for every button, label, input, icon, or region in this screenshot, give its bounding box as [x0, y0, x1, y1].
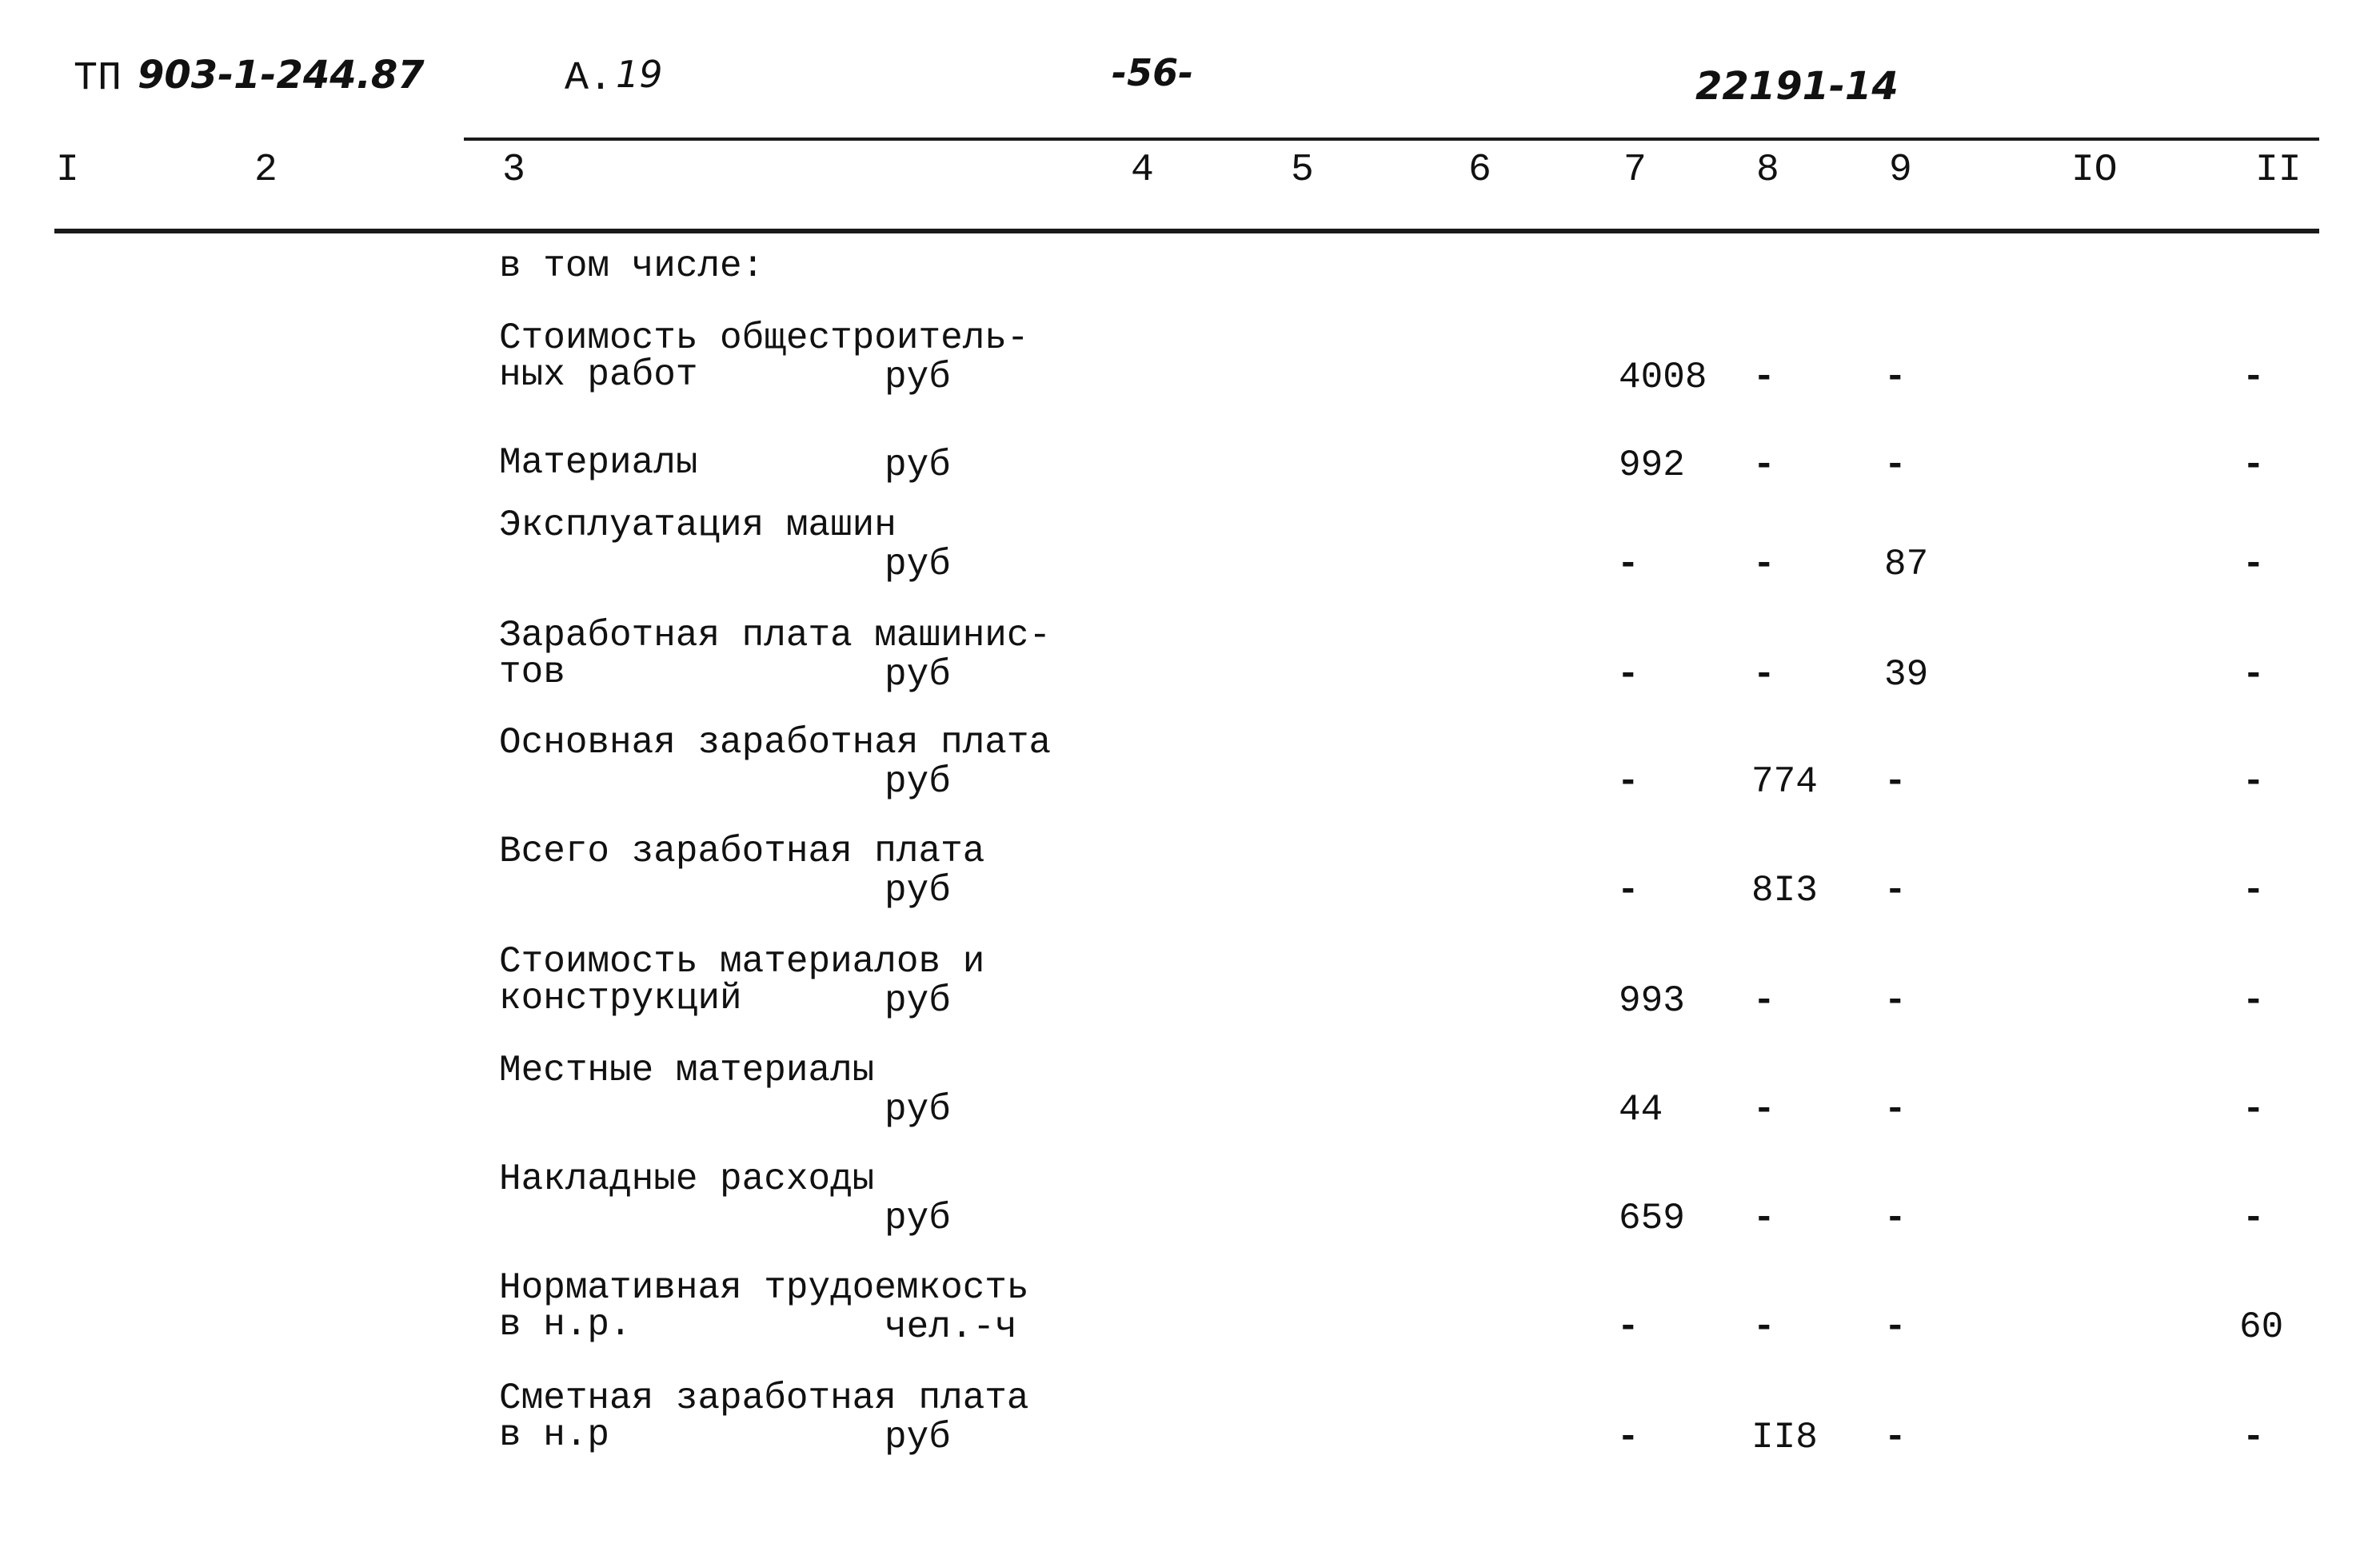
row-value-col-11: -: [2242, 980, 2265, 1022]
row-unit: руб: [885, 980, 951, 1022]
row-value-col-11: -: [2242, 544, 2265, 585]
row-value-col-8: -: [1753, 1306, 1775, 1348]
row-value-col-11: 60: [2239, 1306, 2284, 1348]
row-value-col-11: -: [2242, 445, 2265, 486]
row-value-col-9: -: [1884, 1417, 1907, 1458]
col-number-8: 8: [1756, 149, 1779, 192]
row-value-col-7: -: [1617, 654, 1639, 696]
row-value-col-7: -: [1617, 1417, 1639, 1458]
row-value-col-7: -: [1617, 761, 1639, 803]
row-value-col-9: -: [1884, 980, 1907, 1022]
row-value-col-9: -: [1884, 870, 1907, 911]
row-label-line2: в н.р.: [499, 1304, 632, 1346]
row-value-col-11: -: [2242, 357, 2265, 398]
col-number-1: I: [56, 149, 79, 192]
row-value-col-9: -: [1884, 445, 1907, 486]
row-value-col-7: 44: [1619, 1089, 1663, 1130]
row-unit: руб: [885, 357, 951, 398]
row-value-col-7: 659: [1619, 1198, 1685, 1239]
intro-text: в том числе:: [499, 245, 765, 287]
row-value-col-9: 39: [1884, 654, 1929, 696]
row-value-col-8: -: [1753, 544, 1775, 585]
album-label: А.: [565, 56, 613, 102]
row-unit: руб: [885, 1198, 951, 1239]
row-value-col-9: -: [1884, 1089, 1907, 1130]
col-number-7: 7: [1623, 149, 1647, 192]
col-number-10: IO: [2071, 149, 2118, 192]
row-unit: руб: [885, 761, 951, 803]
row-label-line1: Материалы: [499, 442, 698, 484]
row-value-col-11: -: [2242, 1089, 2265, 1130]
row-label-line2: ных работ: [499, 354, 698, 396]
row-value-col-8: -: [1753, 1089, 1775, 1130]
row-value-col-7: 4008: [1619, 357, 1707, 398]
row-value-col-7: 993: [1619, 980, 1685, 1022]
row-unit: руб: [885, 445, 951, 486]
row-value-col-11: -: [2242, 1417, 2265, 1458]
col-number-2: 2: [254, 149, 278, 192]
row-unit: руб: [885, 1089, 951, 1130]
row-label-line1: Эксплуатация машин: [499, 504, 896, 546]
col-number-9: 9: [1889, 149, 1912, 192]
row-unit: руб: [885, 544, 951, 585]
row-label-line1: Накладные расходы: [499, 1158, 875, 1200]
row-value-col-11: -: [2242, 1198, 2265, 1239]
row-label-line1: Местные материалы: [499, 1050, 875, 1091]
row-value-col-9: -: [1884, 1198, 1907, 1239]
row-value-col-9: 87: [1884, 544, 1929, 585]
row-value-col-11: -: [2242, 761, 2265, 803]
row-label-line1: Стоимость материалов и: [499, 941, 985, 983]
row-label-line1: Заработная плата машинис-: [499, 615, 1052, 656]
row-value-col-11: -: [2242, 654, 2265, 696]
row-value-col-8: 8I3: [1751, 870, 1818, 911]
row-value-col-8: II8: [1751, 1417, 1818, 1458]
row-value-col-9: -: [1884, 1306, 1907, 1348]
doc-prefix: ТП: [74, 56, 122, 102]
row-value-col-8: 774: [1751, 761, 1818, 803]
row-label-line1: Стоимость общестроитель-: [499, 317, 1029, 359]
album-number: 19: [616, 53, 663, 96]
row-label-line1: Основная заработная плата: [499, 722, 1052, 764]
col-number-3: 3: [502, 149, 525, 192]
col-number-5: 5: [1291, 149, 1314, 192]
row-label-line1: Всего заработная плата: [499, 831, 985, 872]
row-value-col-9: -: [1884, 761, 1907, 803]
col-number-6: 6: [1468, 149, 1491, 192]
row-value-col-7: -: [1617, 1306, 1639, 1348]
row-label-line2: в н.р: [499, 1414, 610, 1456]
col-number-4: 4: [1131, 149, 1154, 192]
row-unit: руб: [885, 654, 951, 696]
row-value-col-8: -: [1753, 445, 1775, 486]
row-value-col-8: -: [1753, 980, 1775, 1022]
row-value-col-7: -: [1617, 870, 1639, 911]
col-number-11: II: [2255, 149, 2302, 192]
header-rule-bottom: [54, 229, 2319, 233]
row-unit: руб: [885, 870, 951, 911]
row-value-col-9: -: [1884, 357, 1907, 398]
row-value-col-7: 992: [1619, 445, 1685, 486]
row-unit: руб: [885, 1417, 951, 1458]
row-value-col-7: -: [1617, 544, 1639, 585]
page-number: -56-: [1112, 51, 1194, 94]
row-label-line1: Сметная заработная плата: [499, 1378, 1029, 1419]
row-value-col-11: -: [2242, 870, 2265, 911]
row-value-col-8: -: [1753, 654, 1775, 696]
row-value-col-8: -: [1753, 1198, 1775, 1239]
row-value-col-8: -: [1753, 357, 1775, 398]
doc-number: 903-1-244.87: [138, 53, 425, 98]
row-label-line2: тов: [499, 652, 565, 693]
header-rule-top: [464, 138, 2319, 141]
doc-code: 22191-14: [1695, 64, 1899, 109]
row-label-line2: конструкций: [499, 978, 742, 1019]
row-unit: чел.-ч: [885, 1306, 1017, 1348]
row-label-line1: Нормативная трудоемкость: [499, 1267, 1029, 1309]
